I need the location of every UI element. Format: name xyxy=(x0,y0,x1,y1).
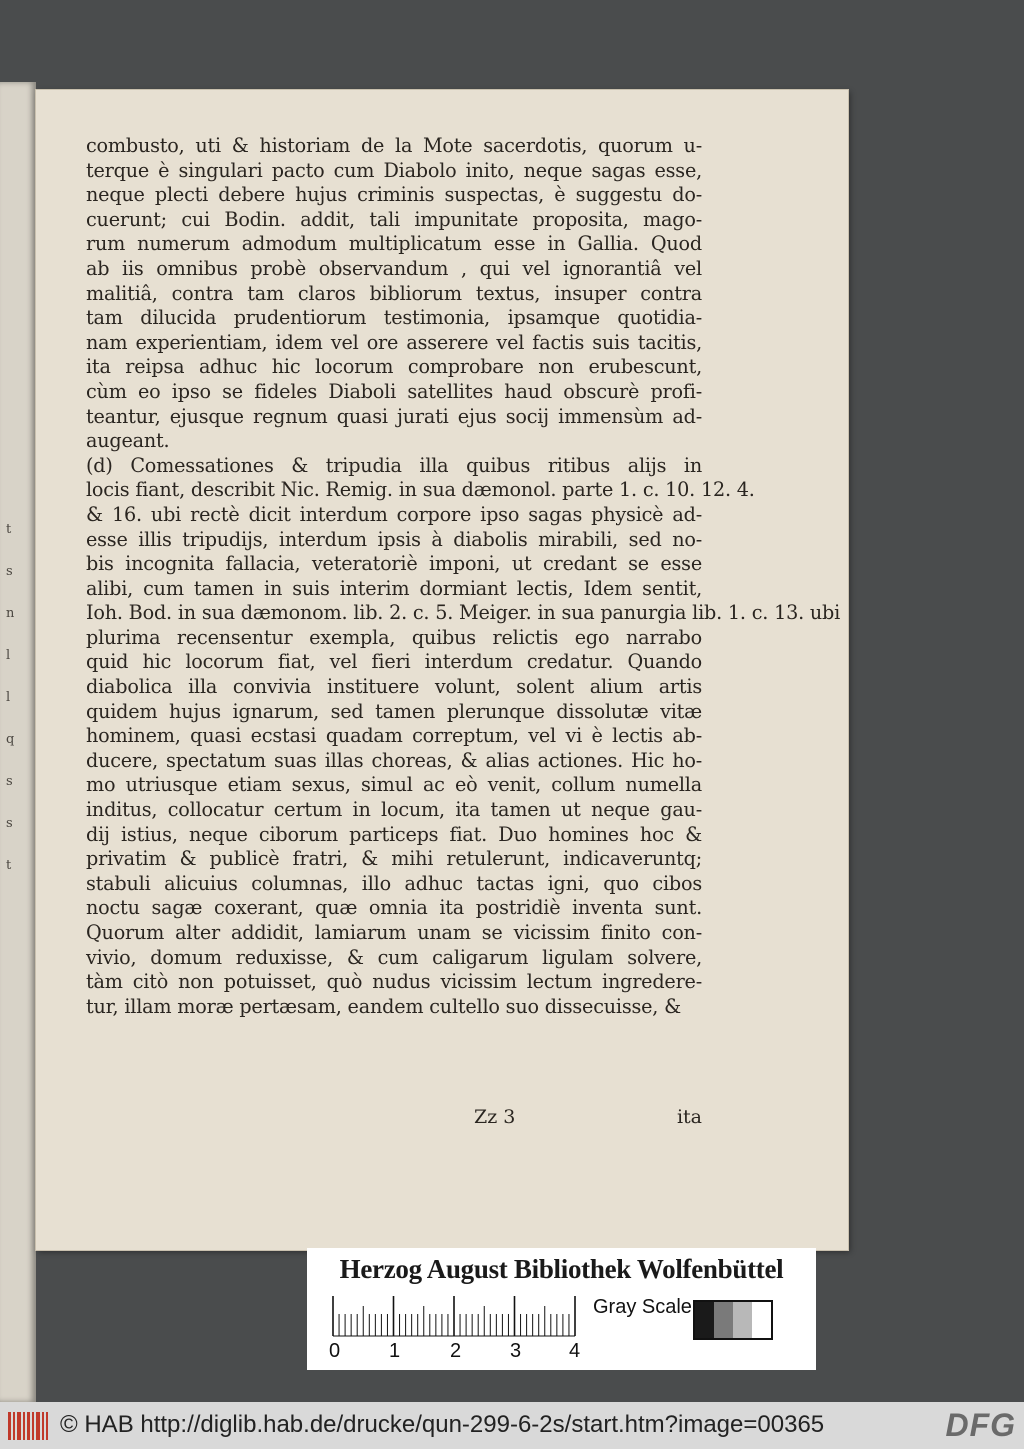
bottom-status-bar xyxy=(0,1402,1024,1449)
barcode-icon xyxy=(8,1412,48,1440)
text-line: tam dilucida prudentiorum testimonia, ipsamque quotidia- xyxy=(86,306,702,330)
text-line: cùm eo ipso se fideles Diaboli satellites haud obscurè profi- xyxy=(86,379,702,403)
dfg-logo: DFG xyxy=(945,1407,1016,1443)
text-line: rum numerum admodum multiplicatum esse in Gallia. Quod xyxy=(86,232,702,256)
signature-mark: Zz 3 xyxy=(474,1106,516,1128)
grayscale-swatch xyxy=(714,1302,733,1338)
text-line: inditus, collocatur certum in locum, ita tamen ut neque gau- xyxy=(86,798,702,822)
grayscale-label: Gray Scale xyxy=(593,1296,692,1318)
text-line: bis incognita fallacia, veteratoriè imponi, ut credant se esse xyxy=(86,552,702,576)
text-line: privatim & publicè fratri, & mihi retulerunt, indicaveruntq; xyxy=(86,847,702,871)
text-line: teantur, ejusque regnum quasi jurati ejus socij immensùm ad- xyxy=(86,404,702,428)
grayscale-swatch xyxy=(752,1302,771,1338)
text-line: ab iis omnibus probè observandum , qui vel ignorantiâ vel xyxy=(86,256,702,280)
facing-page-glyph: l xyxy=(6,648,11,663)
text-line: tur, illam moræ pertæsam, eandem cultello suo dissecuisse, & xyxy=(86,994,681,1018)
scale-ruler xyxy=(329,1292,579,1340)
facing-page-strip xyxy=(0,82,36,1402)
ruler-label-0: 0 xyxy=(329,1340,341,1362)
text-line: malitiâ, contra tam claros bibliorum textus, insuper contra xyxy=(86,281,702,305)
text-line: tàm citò non potuisset, quò nudus vicissim lectum ingrederе- xyxy=(86,970,702,994)
page-text-block xyxy=(86,134,841,1019)
library-name: Herzog August Bibliothek Wolfenbüttel xyxy=(339,1254,784,1284)
facing-page-glyph: t xyxy=(6,858,12,873)
text-line: cuerunt; cui Bodin. addit, tali impunitate proposita, mago- xyxy=(86,207,702,231)
text-line: terque è singulari pacto cum Diabolo inito, neque sagas esse, xyxy=(86,158,702,182)
grayscale-swatch xyxy=(695,1302,714,1338)
text-line: ita reipsa adhuc hic locorum comprobare non erubescunt, xyxy=(86,355,702,379)
text-line: quid hic locorum fiat, vel fieri interdum credatur. Quando xyxy=(86,650,702,674)
text-line: combusto, uti & historiam de la Mote sacerdotis, quorum u- xyxy=(86,134,702,157)
text-line: ducere, spectatum suas illas choreas, & alias actiones. Hic ho- xyxy=(86,748,702,772)
library-color-card xyxy=(307,1248,816,1370)
facing-page-glyph: s xyxy=(6,564,13,579)
ruler-label-1: 1 xyxy=(389,1340,401,1362)
facing-page-glyph: s xyxy=(6,816,13,831)
ruler-label-4: 4 xyxy=(569,1340,581,1362)
text-line: alibi, cum tamen in suis interim dormiant lectis, Idem sentit, xyxy=(86,576,702,600)
text-line: esse illis tripudijs, interdum ipsis à diabolis mirabili, sed no- xyxy=(86,527,702,551)
text-line: locis fiant, describit Nic. Remig. in sua dæmonol. parte 1. c. 10. 12. 4. xyxy=(86,478,755,502)
text-line: & 16. ubi rectè dicit interdum corpore ipso sagas physicè ad- xyxy=(86,502,702,526)
facing-page-glyph: s xyxy=(6,774,13,789)
facing-page-glyph: q xyxy=(6,732,15,747)
text-line: noctu sagæ coxerant, quæ omnia ita postridiè inventa sunt. xyxy=(86,896,702,920)
grayscale-swatch xyxy=(733,1302,752,1338)
grayscale-swatches xyxy=(693,1300,773,1340)
facing-page-glyph: n xyxy=(6,606,15,621)
text-line: vivio, domum reduxisse, & cum caligarum ligulam solvere, xyxy=(86,945,702,969)
text-line: mo utriusque etiam sexus, simul ac eò venit, collum numella xyxy=(86,773,702,797)
text-line: augeant. xyxy=(86,429,170,453)
scanned-page xyxy=(36,90,848,1250)
page-footer xyxy=(86,1106,702,1132)
text-line: nam experientiam, idem vel ore asserere vel factis suis tacitis, xyxy=(86,330,702,354)
ruler-label-3: 3 xyxy=(510,1340,522,1362)
text-line: neque plecti debere hujus criminis suspectas, è suggestu do- xyxy=(86,183,702,207)
text-line: hominem, quasi ecstasi quadam correptum, vel vi è lectis ab- xyxy=(86,724,702,748)
catchword: ita xyxy=(676,1106,702,1128)
facing-page-glyph: t xyxy=(6,522,12,537)
text-line: Quorum alter addidit, lamiarum unam se vicissim finito con- xyxy=(86,921,702,944)
text-line: quidem hujus ignarum, sed tamen plerunque dissolutæ vitæ xyxy=(86,699,702,723)
facing-page-glyph: l xyxy=(6,690,11,705)
source-url-link[interactable]: © HAB http://diglib.hab.de/drucke/qun-299-6-2s/start.htm?image=00365 xyxy=(60,1411,825,1438)
text-line: dij istius, neque ciborum particeps fiat. Duo homines hoc & xyxy=(86,822,702,846)
text-line: stabuli alicuius columnas, illo adhuc tactas igni, quo cibos xyxy=(86,871,702,895)
ruler-label-2: 2 xyxy=(450,1340,462,1362)
text-line: Ioh. Bod. in sua dæmonom. lib. 2. c. 5. Meiger. in sua panurgia lib. 1. c. 13. ubi xyxy=(86,601,841,625)
text-line: diabolica illa convivia instituere volunt, solent alium artis xyxy=(86,675,702,699)
text-line: plurima recensentur exempla, quibus relictis ego narrabo xyxy=(86,625,702,649)
text-line: (d) Comessationes & tripudia illa quibus ritibus alijs in xyxy=(86,453,702,477)
